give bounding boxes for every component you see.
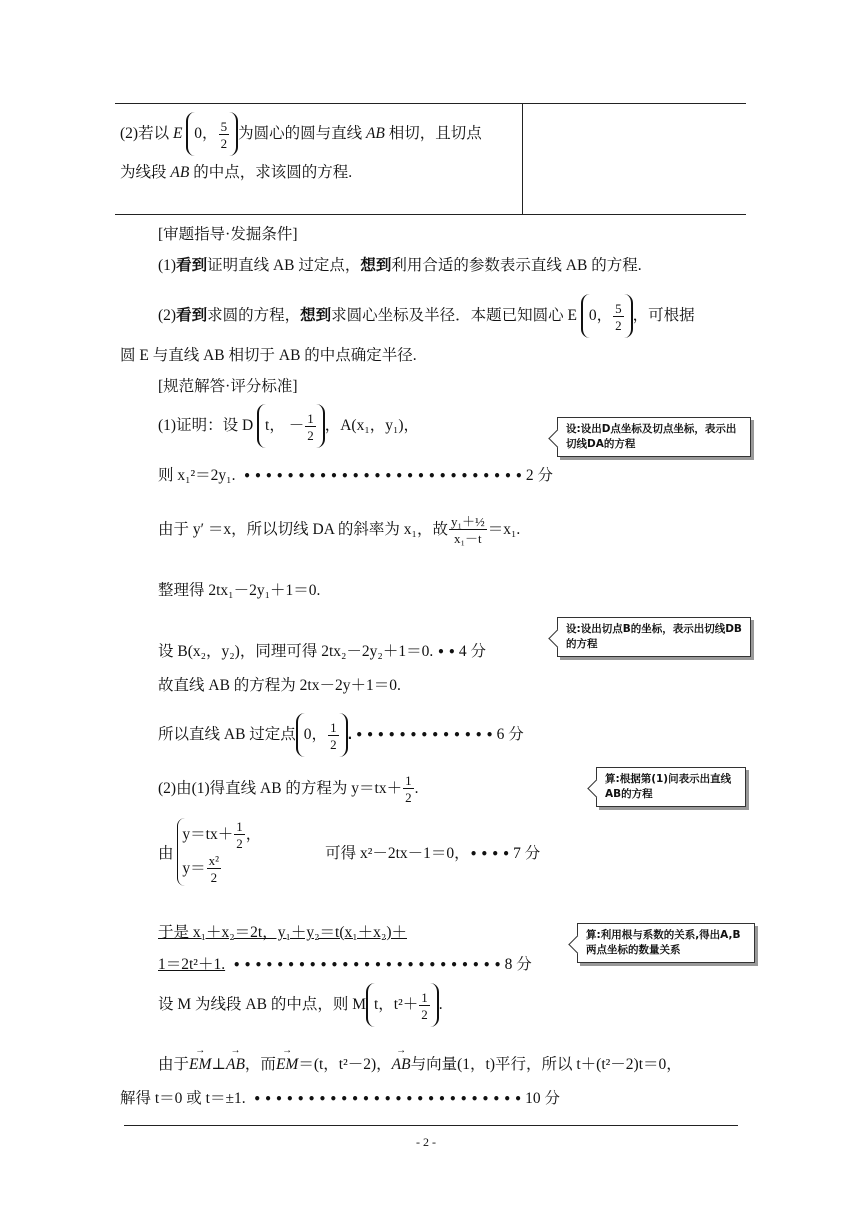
solution-line-3: 由于 y′ ＝x，所以切线 DA 的斜率为 x₁，故 $\frac{\text{y₁＋½}}{\text{x₁－t}}$ ＝x₁. <box>158 514 521 547</box>
solution-line-14: 解得 t＝0 或 t＝±1. •••••••••••••••••••••••••10 分 <box>120 1090 561 1107</box>
guidance-p1: (1)看到证明直线 AB 过定点，想到利用合适的参数表示直线 AB 的方程. <box>158 257 642 274</box>
problem-part2-line1: (2)若以 E 0， $\frac{5}{2}$ 为圆心的圆与直线 AB 相切，且切点 <box>120 112 482 156</box>
table-bottom-rule <box>115 214 746 215</box>
solution-line-9: 由 y＝tx＋ $\frac{1}{2}$ ， y＝ $\frac{\text{x²}}{2}$ 可得 x²－2tx－1＝0，••••7 分 <box>158 819 541 886</box>
table-top-rule <box>115 103 746 104</box>
solution-line-10: 于是 x₁＋x₂＝2t，y₁＋y₂＝t(x₁＋x₂)＋ <box>158 924 407 941</box>
page-number: - 2 - <box>416 1135 436 1149</box>
problem-part2-line2: 为线段 AB 的中点，求该圆的方程. <box>120 164 353 181</box>
guidance-header: [审题指导·发掘条件] <box>158 226 298 243</box>
callout-4: 算:利用根与系数的关系,得出A,B两点坐标的数量关系 <box>577 923 755 963</box>
solution-line-6: 故直线 AB 的方程为 2tx－2y＋1＝0. <box>158 677 401 694</box>
score: 8 分 <box>504 956 532 973</box>
callout-2: 设:设出切点B的坐标，表示出切线DB的方程 <box>557 617 751 657</box>
guidance-p2-line2: 圆 E 与直线 AB 相切于 AB 的中点确定半径. <box>120 347 417 364</box>
table-divider <box>522 103 523 215</box>
solution-line-11: 1＝2t²＋1. •••••••••••••••••••••••••8 分 <box>158 956 532 973</box>
score: 7 分 <box>513 845 541 862</box>
solution-line-13: 由于→ EM⊥→ AB，而→ EM＝(t，t²－2)，→ AB与向量(1，t)平行，所以 t＋(t²－2)t＝0， <box>158 1052 682 1074</box>
guidance-p2: (2)看到求圆的方程，想到求圆心坐标及半径．本题已知圆心 E 0， $\frac{5}{2}$ ，可根据 <box>158 294 695 338</box>
score: 4 分 <box>458 643 486 660</box>
solution-line-8: (2)由(1)得直线 AB 的方程为 y＝tx＋ $\frac{1}{2}$ . <box>158 773 419 806</box>
callout-3: 算:根据第(1)问表示出直线AB的方程 <box>596 767 746 807</box>
solution-line-5: 设 B(x₂，y₂)，同理可得 2tx₂－2y₂＋1＝0. ••4 分 <box>158 643 486 660</box>
point-e-coord-2: 0， $\frac{5}{2}$ <box>581 294 633 338</box>
solution-header: [规范解答·评分标准] <box>158 378 298 395</box>
solution-line-4: 整理得 2tx₁－2y₁＋1＝0. <box>158 582 321 599</box>
footer-rule <box>124 1125 738 1126</box>
point-e-coord: 0， $\frac{5}{2}$ <box>186 112 238 156</box>
solution-line-12: 设 M 为线段 AB 的中点，则 M t，t²＋ $\frac{1}{2}$ . <box>158 983 443 1027</box>
callout-1: 设:设出D点坐标及切点坐标，表示出切线DA的方程 <box>557 417 751 457</box>
solution-line-1: (1)证明：设 D t， － $\frac{1}{2}$ ，A(x₁，y₁)， <box>158 404 419 448</box>
score: 2 分 <box>525 467 553 484</box>
score: 6 分 <box>496 726 524 743</box>
equation-system: y＝tx＋ $\frac{1}{2}$ ， y＝ $\frac{\text{x²}}{2}$ <box>177 818 261 886</box>
score: 10 分 <box>525 1090 561 1107</box>
solution-line-7: 所以直线 AB 过定点 0， $\frac{1}{2}$ .•••••••••••••6 分 <box>158 713 524 757</box>
solution-line-2: 则 x₁²＝2y₁. ••••••••••••••••••••••••••2 分 <box>158 467 553 484</box>
